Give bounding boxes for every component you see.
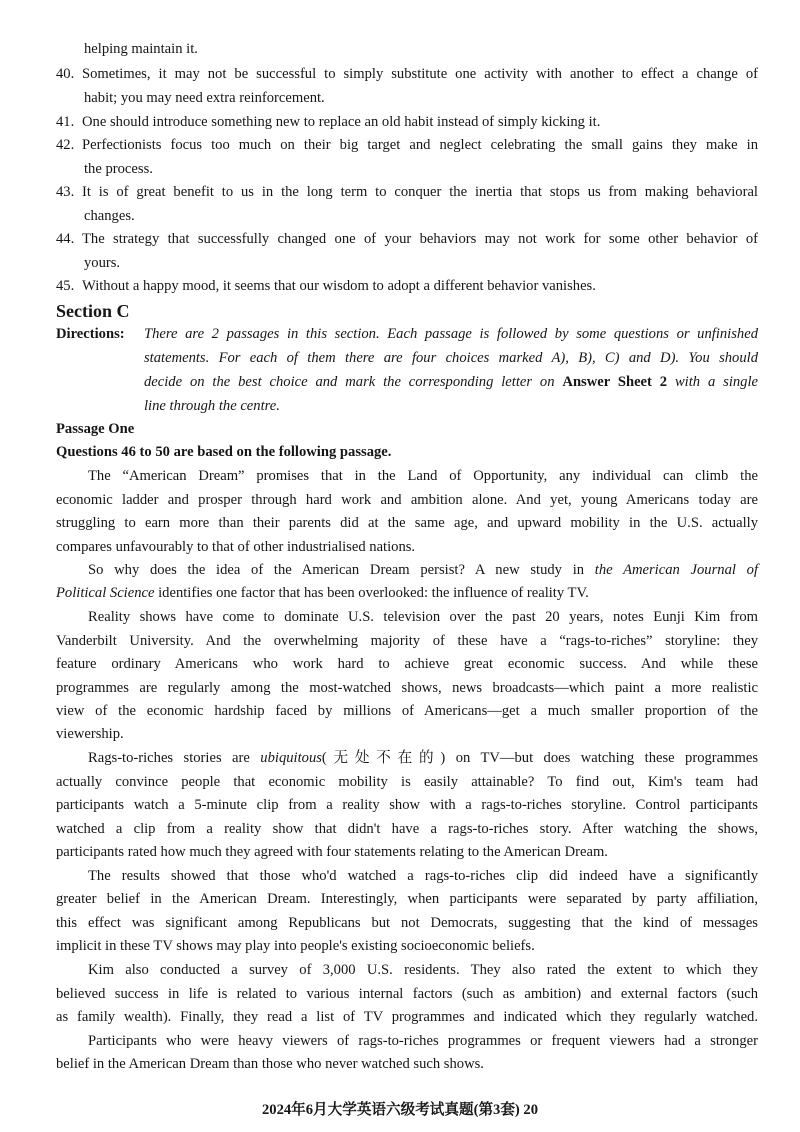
para2-line-1: So why does the idea of the American Dream persist? A new study in the American Journal of	[88, 562, 759, 578]
para1-line-3: struggling to earn more than their parents did at the same age, and upward mobility in the U.S. actually	[56, 515, 758, 531]
statement-43-line-1: 43. It is of great benefit to us in the long term to conquer the inertia that stops us from making behavioral	[56, 184, 758, 200]
para7-line-1: Participants who were heavy viewers of rags-to-riches programmes or frequent viewers had a stronger	[88, 1033, 758, 1049]
statement-40-line-1: 40. Sometimes, it may not be successful to simply substitute one activity with another to effect a change of	[56, 66, 758, 82]
para3-line-2: Vanderbilt University. And the overwhelming majority of these have a “rags-to-riches” storyline: they	[56, 633, 758, 649]
para3-line-3: feature ordinary Americans who work hard to achieve great economic success. And while these	[56, 656, 758, 672]
ubiquitous-word: ubiquitous	[260, 750, 322, 766]
para1-line-4: compares unfavourably to that of other industrialised nations.	[56, 539, 416, 555]
para3-line-6: viewership.	[56, 726, 124, 742]
statement-42-line-1: 42. Perfectionists focus too much on their big target and neglect celebrating the small gains they make in	[56, 137, 758, 153]
para6-line-2: believed success in life is related to various internal factors (such as ambition) and external factors (such	[56, 986, 758, 1002]
continuation-line: helping maintain it.	[84, 41, 198, 57]
para4-line-2: actually convince people that economic mobility is easily attainable? To find out, Kim's team had	[56, 774, 758, 790]
para1-line-2: economic ladder and prosper through hard work and ambition alone. And yet, young Americans today are	[56, 492, 758, 508]
para7-line-2: belief in the American Dream than those who never watched such shows.	[56, 1056, 484, 1072]
questions-intro: Questions 46 to 50 are based on the following passage.	[56, 444, 392, 460]
para4-line-5: participants rated how much they agreed with four statements relating to the American Dream.	[56, 844, 608, 860]
para5-line-4: implicit in these TV shows may play into people's existing socioeconomic beliefs.	[56, 938, 535, 954]
para4-line-3: participants watch a 5-minute clip from a reality show with a rags-to-riches storyline. Control participants	[56, 797, 758, 813]
para5-line-2: greater belief in the American Dream. Interestingly, when participants were separated by party affiliation,	[56, 891, 758, 907]
para5-line-1: The results showed that those who'd watched a rags-to-riches clip did indeed have a significantly	[88, 868, 758, 884]
para6-line-3: as family wealth). Finally, they read a list of TV programmes and indicated which they regularly watched.	[56, 1009, 758, 1025]
statement-40-line-2: habit; you may need extra reinforcement.	[84, 90, 325, 106]
answer-sheet-label: Answer Sheet 2	[562, 374, 668, 390]
directions-line-3: decide on the best choice and mark the corresponding letter on Answer Sheet 2 with a single	[144, 374, 758, 390]
section-title: Section C	[56, 301, 130, 321]
para2-line-2: Political Science identifies one factor that has been overlooked: the influence of reality TV.	[56, 585, 589, 601]
directions-line-4: line through the centre.	[144, 398, 280, 414]
page-footer: 2024年6月大学英语六级考试真题(第3套) 20	[261, 1102, 539, 1118]
directions-line-2: statements. For each of them there are four choices marked A), B), C) and D). You should	[144, 350, 758, 366]
para3-line-4: programmes are regularly among the most-watched shows, news broadcasts—which paint a more realistic	[56, 680, 758, 696]
para3-line-1: Reality shows have come to dominate U.S. television over the past 20 years, notes Eunji Kim from	[88, 609, 758, 625]
para5-line-3: this effect was significant among Republicans but not Democrats, suggesting that the kind of messages	[56, 915, 758, 931]
directions-label: Directions:	[56, 326, 125, 342]
statement-41: 41. One should introduce something new to replace an old habit instead of simply kicking it.	[56, 114, 601, 130]
statement-44-line-1: 44. The strategy that successfully changed one of your behaviors may not work for some other behavior of	[56, 231, 758, 247]
para1-line-1: The “American Dream” promises that in the Land of Opportunity, any individual can climb the	[88, 468, 758, 484]
statement-43-line-2: changes.	[84, 208, 135, 224]
statement-45: 45. Without a happy mood, it seems that our wisdom to adopt a different behavior vanishes.	[56, 278, 596, 294]
chinese-gloss: (无处不在的)	[321, 750, 446, 766]
statement-44-line-2: yours.	[84, 255, 121, 271]
statement-42-line-2: the process.	[84, 161, 153, 177]
para6-line-1: Kim also conducted a survey of 3,000 U.S. residents. They also rated the extent to which they	[88, 962, 758, 978]
passage-title: Passage One	[56, 421, 135, 437]
para3-line-5: view of the economic hardship faced by millions of Americans—get a much smaller proportion of the	[56, 703, 758, 719]
para4-line-4: watched a clip from a reality show that didn't have a rags-to-riches story. After watching the shows,	[56, 821, 758, 837]
para4-line-1: Rags-to-riches stories are ubiquitous(无处不在的) on TV—but does watching these programmes	[88, 750, 759, 766]
directions-line-1: There are 2 passages in this section. Each passage is followed by some questions or unfinished	[144, 326, 758, 342]
